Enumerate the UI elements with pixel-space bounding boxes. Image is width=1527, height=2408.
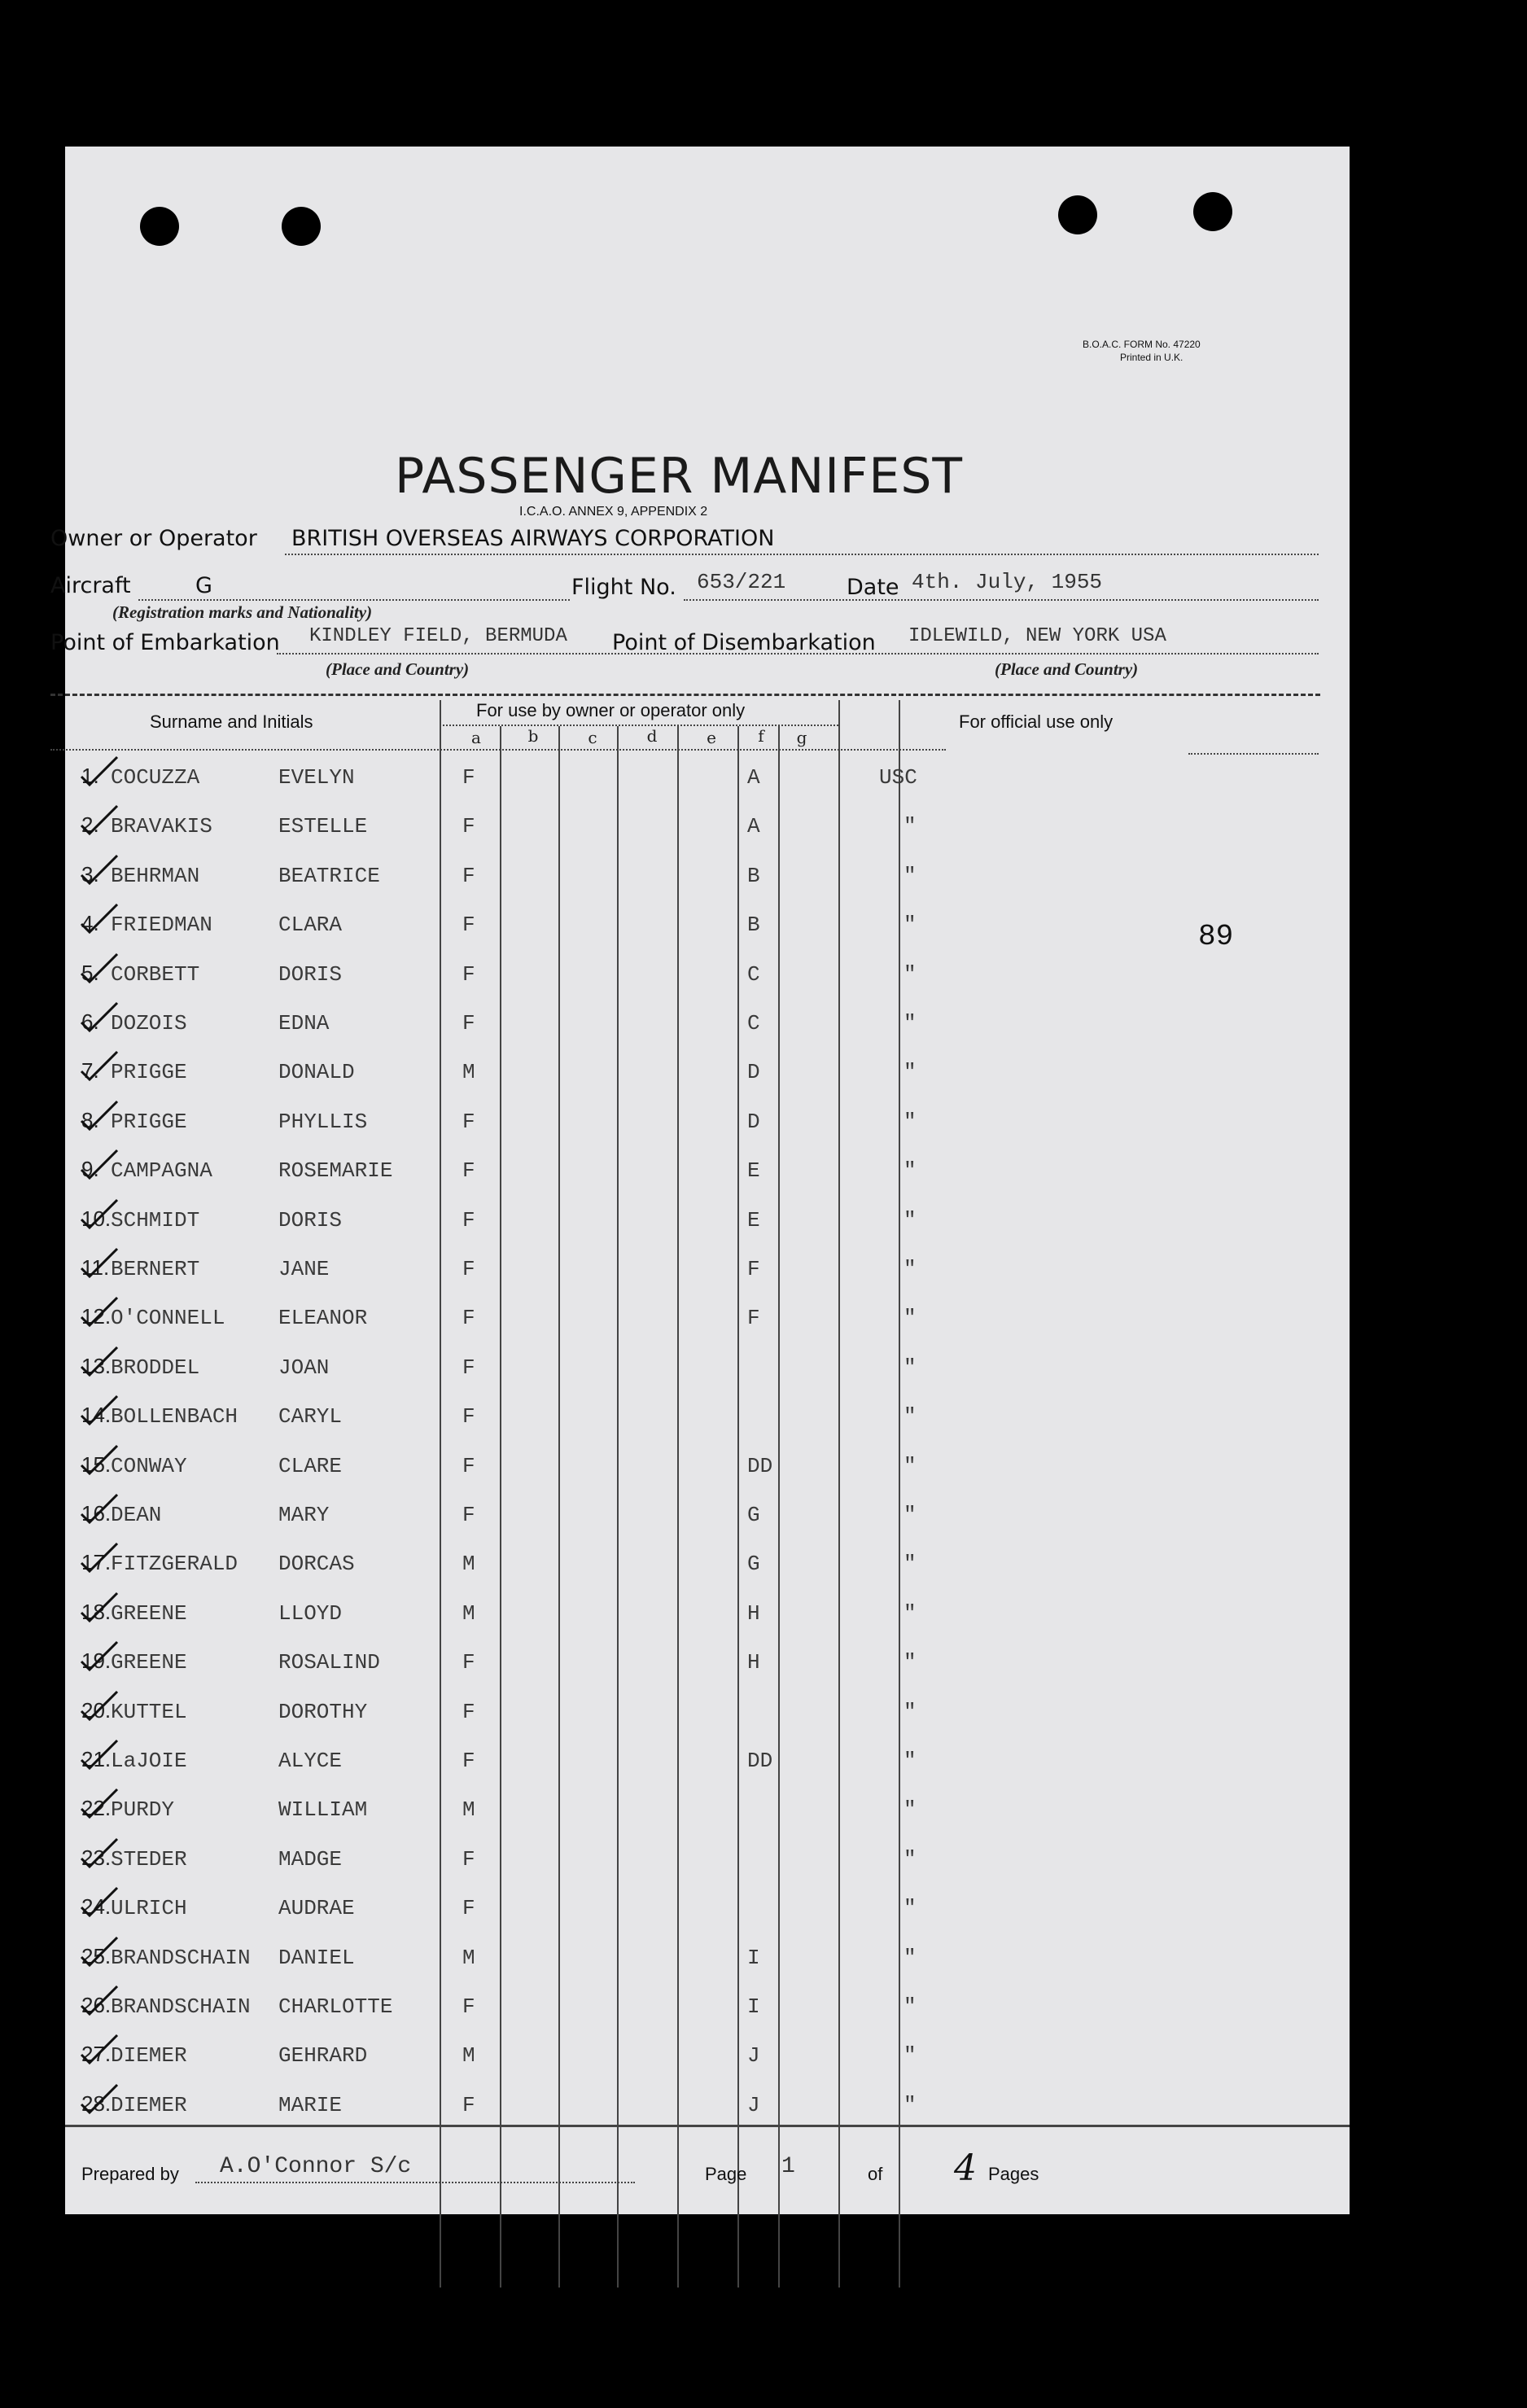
flight-label: Flight No. [571,575,676,600]
surname: COCUZZA [111,765,200,790]
col-a-value: F [462,1158,475,1184]
col-f-value: C [747,961,760,987]
col-a-value: F [462,2092,475,2117]
punch-hole [1058,195,1097,234]
official-mark: " [904,1552,917,1577]
col-a-value: F [462,1306,475,1331]
pages-label: Pages [988,2164,1039,2184]
given-name: JOAN [278,1355,330,1380]
given-name: DONALD [278,1060,355,1085]
surname: BRANDSCHAIN [111,1945,251,1970]
col-a-value: F [462,913,475,938]
table-row [65,1693,1350,1740]
col-a-value: F [462,863,475,888]
embark-value: KINDLEY FIELD, BERMUDA [309,625,567,647]
surname: DIEMER [111,2092,187,2117]
row-number: 12. [81,1304,112,1329]
check-mark-icon [80,1394,119,1427]
table-row [65,1841,1350,1888]
official-mark: " [904,1257,917,1281]
check-mark-icon [80,2034,119,2066]
surname: O'CONNELL [111,1306,225,1331]
col-a-value: F [462,1257,475,1281]
col-f-value: J [747,2092,760,2117]
surname: LaJOIE [111,1749,187,1773]
col-f-value: B [747,863,760,888]
embark-note: (Place and Country) [326,659,470,679]
col-f-value: A [747,765,760,790]
official-mark: " [904,1011,917,1035]
given-name: DANIEL [278,1945,355,1970]
col-a-value: M [462,2043,475,2069]
check-mark-icon [80,804,119,837]
col-a-value: M [462,1797,475,1823]
subcol-f: f [758,726,764,746]
aircraft-value: G [195,573,212,598]
col-a-value: F [462,1994,475,2019]
row-number: 2. [81,812,99,838]
official-count: 89 [1198,920,1234,953]
punch-hole [1193,192,1232,231]
official-mark: " [904,1945,917,1970]
table-row [65,1595,1350,1642]
col-f-value: F [747,1257,760,1281]
surname: KUTTEL [111,1699,187,1724]
check-mark-icon [80,1591,119,1624]
check-mark-icon [80,1247,119,1280]
check-mark-icon [80,1346,119,1378]
row-number: 24. [81,1894,112,1920]
check-mark-icon [80,1886,119,1919]
given-name: DORIS [278,1207,343,1232]
punch-hole [140,207,179,246]
row-number: 1. [81,764,99,788]
table-row [65,1103,1350,1150]
col-a-value: F [462,1650,475,1675]
official-mark: " [904,1699,917,1724]
col-f-value: D [747,1109,760,1134]
given-name: GEHRARD [278,2043,368,2069]
aircraft-underline [138,599,570,601]
official-mark: " [904,1306,917,1331]
row-number: 5. [81,960,99,985]
subcol-d: d [646,726,658,746]
official-mark: " [904,1503,917,1527]
check-mark-icon [80,1296,119,1329]
surname: CAMPAGNA [111,1158,212,1184]
row-number: 18. [81,1599,112,1624]
table-row [65,1496,1350,1543]
prepared-by-underline [195,2182,635,2183]
check-mark-icon [80,903,119,935]
check-mark-icon [80,1640,119,1673]
table-row [65,1053,1350,1101]
surname: PURDY [111,1797,175,1823]
col-f-value: I [747,1945,760,1970]
check-mark-icon [80,2083,119,2116]
official-mark: " [904,1355,917,1380]
check-mark-icon [80,1788,119,1820]
surname: ULRICH [111,1896,187,1921]
col-a-value: F [462,1109,475,1134]
col-f-value: G [747,1552,760,1577]
col-f-value: A [747,814,760,839]
check-mark-icon [80,755,119,788]
subcol-c: c [588,728,597,747]
row-number: 13. [81,1353,112,1378]
table-row [65,956,1350,1003]
date-value: 4th. July, 1955 [912,570,1103,594]
given-name: ROSEMARIE [278,1158,393,1184]
col-a-value: F [462,1404,475,1429]
row-number: 21. [81,1747,112,1771]
col-operator-header: For use by owner or operator only [476,700,746,720]
surname: CONWAY [111,1453,187,1478]
col-a-value: F [462,961,475,987]
col-f-value: H [747,1650,760,1675]
of-value: 4 [954,2147,977,2189]
row-number: 7. [81,1058,99,1084]
col-a-value: M [462,1552,475,1577]
surname: PRIGGE [111,1060,187,1085]
given-name: DOROTHY [278,1699,368,1724]
col-a-value: F [462,765,475,790]
row-number: 26. [81,1993,112,2017]
col-f-value: E [747,1207,760,1232]
flight-value: 653/221 [697,570,786,594]
given-name: DORIS [278,961,343,987]
official-mark: " [904,1207,917,1232]
footer-rule [65,2125,1350,2127]
embark-underline [277,653,1319,655]
table-row [65,1005,1350,1052]
aircraft-label: Aircraft [50,573,131,598]
surname: FRIEDMAN [111,913,212,938]
prepared-by-label: Prepared by [81,2164,179,2184]
given-name: CLARE [278,1453,343,1478]
table-row [65,2037,1350,2084]
row-number: 20. [81,1697,112,1723]
table-row [65,1939,1350,1986]
row-number: 4. [81,911,99,936]
col-a-value: M [462,1060,475,1085]
row-number: 25. [81,1943,112,1968]
col-a-value: M [462,1600,475,1626]
official-mark: " [904,1846,917,1872]
manifest-page [50,147,1350,2214]
subcol-g: g [796,728,807,747]
row-number: 10. [81,1206,112,1231]
col-a-value: F [462,1355,475,1380]
table-row [65,1889,1350,1937]
check-mark-icon [80,1739,119,1771]
table-row [65,808,1350,855]
printed-in: Printed in U.K. [1120,352,1184,363]
table-row [65,1349,1350,1396]
owner-label: Owner or Operator [50,526,257,551]
row-number: 16. [81,1501,112,1526]
page-value: 1 [781,2154,795,2179]
given-name: MARY [278,1503,330,1527]
surname: DEAN [111,1503,162,1527]
official-mark: " [904,1453,917,1478]
given-name: ALYCE [278,1749,343,1773]
table-row [65,1250,1350,1298]
col-f-value: B [747,913,760,938]
col-f-value: DD [747,1749,773,1773]
flight-underline [684,599,1319,601]
table-row [65,1152,1350,1199]
col-f-value: D [747,1060,760,1085]
col-a-value: M [462,1945,475,1970]
row-number: 22. [81,1796,112,1821]
surname: CORBETT [111,961,200,987]
col-f-value: I [747,1994,760,2019]
given-name: EVELYN [278,765,355,790]
surname: PRIGGE [111,1109,187,1134]
table-row [65,1791,1350,1838]
date-label: Date [847,575,899,600]
official-mark: " [904,1109,917,1134]
check-mark-icon [80,1444,119,1477]
col-f-value: F [747,1306,760,1331]
table-top-rule [50,694,1320,696]
col-f-value: H [747,1600,760,1626]
official-mark: " [904,1650,917,1675]
table-row [65,1545,1350,1592]
row-number: 28. [81,2091,112,2116]
page-subtitle: I.C.A.O. ANNEX 9, APPENDIX 2 [519,505,708,519]
official-mark: " [904,2092,917,2117]
check-mark-icon [80,1149,119,1181]
col-a-value: F [462,1896,475,1921]
given-name: LLOYD [278,1600,343,1626]
official-mark: " [904,961,917,987]
table-row [65,1447,1350,1495]
official-mark: " [904,1158,917,1184]
table-row [65,1398,1350,1445]
official-mark: " [904,1994,917,2019]
check-mark-icon [80,1198,119,1231]
row-number: 17. [81,1550,112,1575]
prepared-by-value: A.O'Connor S/c [220,2154,412,2179]
given-name: ROSALIND [278,1650,380,1675]
official-mark: " [904,1896,917,1921]
col-a-value: F [462,814,475,839]
owner-underline [285,554,1319,555]
given-name: PHYLLIS [278,1109,368,1134]
col-a-value: F [462,1503,475,1527]
official-mark: " [904,913,917,938]
col-official-header: For official use only [959,711,1114,732]
official-mark: " [904,1749,917,1773]
page-title: PASSENGER MANIFEST [395,448,964,505]
official-mark: " [904,1404,917,1429]
given-name: MARIE [278,2092,343,2117]
official-mark: " [904,1600,917,1626]
check-mark-icon [80,1001,119,1034]
given-name: CHARLOTTE [278,1994,393,2019]
table-row [65,759,1350,806]
col-a-value: F [462,1453,475,1478]
row-number: 19. [81,1648,112,1674]
check-mark-icon [80,1493,119,1526]
surname: BRODDEL [111,1355,200,1380]
table-row [65,1742,1350,1789]
given-name: ESTELLE [278,814,368,839]
col-a-value: F [462,1846,475,1872]
check-mark-icon [80,854,119,887]
surname: GREENE [111,1600,187,1626]
punch-hole [282,207,321,246]
row-number: 27. [81,2042,112,2067]
table-row [65,1644,1350,1691]
page-label: Page [705,2164,747,2184]
given-name: DORCAS [278,1552,355,1577]
given-name: CLARA [278,913,343,938]
col-f-value: G [747,1503,760,1527]
disembark-note: (Place and Country) [995,659,1139,679]
disembark-label: Point of Disembarkation [612,630,876,655]
of-label: of [868,2164,883,2184]
row-number: 6. [81,1009,99,1034]
owner-value: BRITISH OVERSEAS AIRWAYS CORPORATION [291,526,775,551]
check-mark-icon [80,952,119,985]
surname: DIEMER [111,2043,187,2069]
given-name: EDNA [278,1011,330,1035]
table-row [65,1988,1350,2035]
table-row [65,857,1350,904]
given-name: MADGE [278,1846,343,1872]
given-name: JANE [278,1257,330,1281]
given-name: CARYL [278,1404,343,1429]
subcol-b: b [527,726,539,746]
col-f-value: DD [747,1453,773,1478]
table-row [65,1202,1350,1249]
col-a-value: F [462,1749,475,1773]
given-name: ELEANOR [278,1306,368,1331]
official-header-rule [1188,753,1319,755]
surname: BRANDSCHAIN [111,1994,251,2019]
official-mark: " [904,1060,917,1085]
surname: SCHMIDT [111,1207,200,1232]
subcol-a: a [471,728,481,747]
given-name: WILLIAM [278,1797,368,1823]
row-number: 15. [81,1451,112,1477]
subcol-e: e [707,728,716,747]
surname: BOLLENBACH [111,1404,238,1429]
embark-label: Point of Embarkation [50,630,280,655]
check-mark-icon [80,1542,119,1574]
col-f-value: C [747,1011,760,1035]
check-mark-icon [80,1690,119,1723]
col-a-value: F [462,1011,475,1035]
official-mark: " [904,814,917,839]
check-mark-icon [80,1837,119,1870]
col-surname-header: Surname and Initials [150,711,313,732]
surname: STEDER [111,1846,187,1872]
given-name: BEATRICE [278,863,380,888]
col-f-value: E [747,1158,760,1184]
subheader-bottom-rule [50,749,946,751]
table-row [65,906,1350,953]
disembark-value: IDLEWILD, NEW YORK USA [908,625,1166,647]
row-number: 9. [81,1157,99,1182]
official-mark: " [904,2043,917,2069]
official-mark: " [904,863,917,888]
row-number: 8. [81,1107,99,1132]
official-mark: " [904,1797,917,1823]
col-a-value: F [462,1699,475,1724]
form-number: B.O.A.C. FORM No. 47220 [1083,339,1201,350]
surname: BERNERT [111,1257,200,1281]
col-a-value: F [462,1207,475,1232]
given-name: AUDRAE [278,1896,355,1921]
row-number: 3. [81,861,99,887]
row-number: 14. [81,1403,112,1428]
check-mark-icon [80,1985,119,2017]
check-mark-icon [80,1936,119,1968]
table-row [65,1299,1350,1346]
row-number: 23. [81,1845,112,1870]
surname: GREENE [111,1650,187,1675]
col-f-value: J [747,2043,760,2069]
row-number: 11. [81,1255,110,1280]
surname: FITZGERALD [111,1552,238,1577]
surname: DOZOIS [111,1011,187,1035]
aircraft-note: (Registration marks and Nationality) [112,602,373,622]
check-mark-icon [80,1100,119,1132]
surname: BRAVAKIS [111,814,212,839]
surname: BEHRMAN [111,863,200,888]
official-mark: USC [879,765,917,790]
check-mark-icon [80,1050,119,1083]
